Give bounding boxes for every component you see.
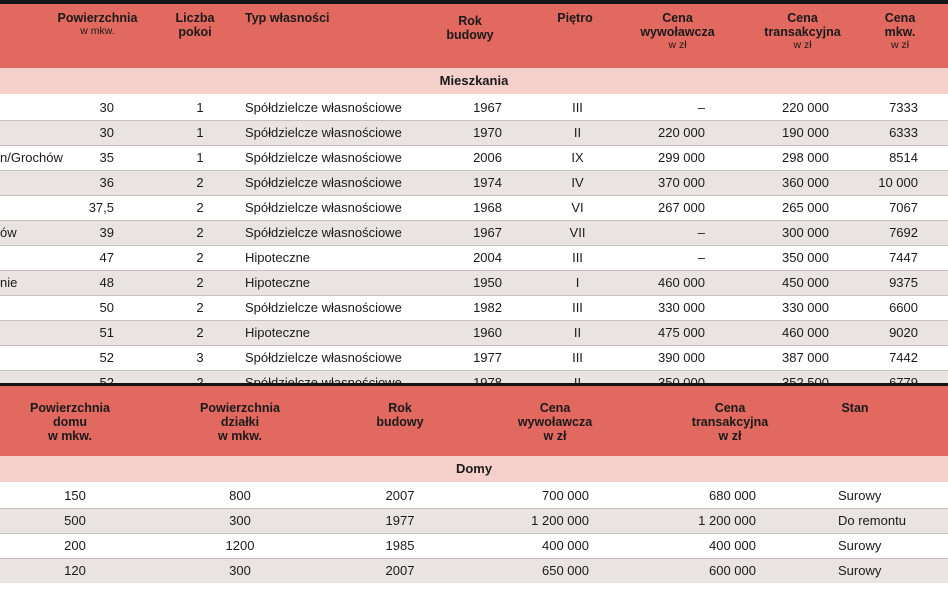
cell-asking-price: 475 000 bbox=[658, 325, 705, 340]
cell-price-per-sqm: 6333 bbox=[889, 125, 918, 140]
table-row bbox=[0, 484, 948, 509]
section-label-flats: Mieszkania bbox=[0, 68, 948, 94]
cell-ownership: Hipoteczne bbox=[245, 250, 311, 265]
cell-rooms: 1 bbox=[196, 150, 204, 165]
cell-area: 36 bbox=[99, 175, 114, 190]
col-header-floor: Piętro bbox=[557, 11, 593, 25]
cell-condition: Do remontu bbox=[838, 513, 906, 528]
cell-price-per-sqm: 7692 bbox=[889, 225, 918, 240]
cell-year: 2007 bbox=[385, 563, 415, 578]
cell-transaction-price: 220 000 bbox=[782, 100, 829, 115]
col-header-condition: Stan bbox=[841, 401, 869, 415]
cell-price-per-sqm: 7067 bbox=[889, 200, 918, 215]
cell-floor: I bbox=[575, 275, 580, 290]
cell-floor: IX bbox=[571, 150, 584, 165]
cell-price-per-sqm: 9020 bbox=[889, 325, 918, 340]
cell-asking-price: 650 000 bbox=[542, 563, 589, 578]
table-row bbox=[0, 321, 948, 346]
cell-plot-area: 800 bbox=[229, 488, 251, 503]
cell-asking-price: 330 000 bbox=[658, 300, 705, 315]
cell-house-area: 120 bbox=[64, 563, 86, 578]
cell-transaction-price: 360 000 bbox=[782, 175, 829, 190]
col-header-house-year: Rok budowy bbox=[376, 401, 424, 429]
cell-floor: VII bbox=[569, 225, 586, 240]
cell-rooms: 2 bbox=[196, 225, 204, 240]
cell-year: 1977 bbox=[385, 513, 415, 528]
col-header-house-transaction-price: Cena transakcyjna w zł bbox=[691, 401, 769, 443]
houses-table-header bbox=[0, 386, 948, 456]
cell-rooms: 2 bbox=[196, 250, 204, 265]
cell-ownership: Hipoteczne bbox=[245, 325, 311, 340]
cell-price-per-sqm: 7447 bbox=[889, 250, 918, 265]
cell-ownership: Spółdzielcze własnościowe bbox=[245, 125, 402, 140]
cell-condition: Surowy bbox=[838, 538, 882, 553]
cell-floor: III bbox=[572, 300, 583, 315]
cell-area: 50 bbox=[99, 300, 114, 315]
cell-price-per-sqm: 8514 bbox=[889, 150, 918, 165]
cell-year: 1950 bbox=[473, 275, 502, 290]
cell-area: 39 bbox=[99, 225, 114, 240]
cell-price-per-sqm: 6600 bbox=[889, 300, 918, 315]
cell-ownership: Spółdzielcze własnościowe bbox=[245, 300, 402, 315]
cell-plot-area: 1200 bbox=[225, 538, 255, 553]
cell-price-per-sqm: 9375 bbox=[889, 275, 918, 290]
cell-year: 1960 bbox=[473, 325, 502, 340]
table-row bbox=[0, 121, 948, 146]
section-label-houses: Domy bbox=[0, 456, 948, 482]
cell-ownership: Spółdzielcze własnościowe bbox=[245, 100, 402, 115]
col-header-price-per-sqm: Cena mkw. w zł bbox=[884, 11, 916, 51]
col-header-house-asking-price: Cena wywoławcza w zł bbox=[517, 401, 593, 443]
cell-asking-price: 400 000 bbox=[542, 538, 589, 553]
cell-ownership: Spółdzielcze własnościowe bbox=[245, 175, 402, 190]
table-row bbox=[0, 271, 948, 296]
table-row bbox=[0, 196, 948, 221]
cell-floor: VI bbox=[571, 200, 584, 215]
cell-ownership: Spółdzielcze własnościowe bbox=[245, 200, 402, 215]
flats-table-header bbox=[0, 4, 948, 68]
cell-rooms: 2 bbox=[196, 200, 204, 215]
cell-rooms: 1 bbox=[196, 100, 204, 115]
cell-area: 35 bbox=[99, 150, 114, 165]
cell-floor: II bbox=[573, 125, 582, 140]
col-header-house-area: Powierzchnia domu w mkw. bbox=[30, 401, 110, 443]
cell-year: 1967 bbox=[473, 225, 502, 240]
cell-ownership: Hipoteczne bbox=[245, 275, 311, 290]
col-header-asking-price: Cena wywoławcza w zł bbox=[640, 11, 715, 51]
cell-asking-price: 299 000 bbox=[658, 150, 705, 165]
cell-year: 1974 bbox=[473, 175, 502, 190]
cell-transaction-price: 450 000 bbox=[782, 275, 829, 290]
cell-area: 47 bbox=[99, 250, 114, 265]
cell-house-area: 500 bbox=[64, 513, 86, 528]
cell-transaction-price: 300 000 bbox=[782, 225, 829, 240]
cell-year: 2006 bbox=[473, 150, 502, 165]
houses-table-body bbox=[0, 484, 948, 583]
cell-asking-price: – bbox=[697, 100, 705, 115]
cell-year: 2007 bbox=[385, 488, 415, 503]
table-row bbox=[0, 509, 948, 534]
cell-area: 30 bbox=[99, 125, 114, 140]
cell-floor: IV bbox=[571, 175, 584, 190]
col-header-transaction-price: Cena transakcyjna w zł bbox=[764, 11, 841, 51]
flats-table-body bbox=[0, 96, 948, 395]
cell-asking-price: 220 000 bbox=[658, 125, 705, 140]
cell-transaction-price: 387 000 bbox=[782, 350, 829, 365]
cell-asking-price: 390 000 bbox=[658, 350, 705, 365]
cell-year: 1985 bbox=[385, 538, 415, 553]
col-header-ownership: Typ własności bbox=[245, 11, 330, 25]
cell-transaction-price: 298 000 bbox=[782, 150, 829, 165]
table-row bbox=[0, 296, 948, 321]
cell-transaction-price: 350 000 bbox=[782, 250, 829, 265]
cell-price-per-sqm: 7442 bbox=[889, 350, 918, 365]
cell-location: nie bbox=[0, 275, 18, 290]
cell-area: 52 bbox=[99, 350, 114, 365]
table-row bbox=[0, 346, 948, 371]
cell-year: 2004 bbox=[473, 250, 502, 265]
cell-ownership: Spółdzielcze własnościowe bbox=[245, 350, 402, 365]
cell-transaction-price: 190 000 bbox=[782, 125, 829, 140]
cell-price-per-sqm: 10 000 bbox=[878, 175, 918, 190]
col-header-rooms: Liczba pokoi bbox=[175, 11, 215, 39]
table-row bbox=[0, 96, 948, 121]
cell-area: 51 bbox=[99, 325, 114, 340]
cell-year: 1977 bbox=[473, 350, 502, 365]
cell-rooms: 2 bbox=[196, 300, 204, 315]
col-header-plot-area: Powierzchnia działki w mkw. bbox=[200, 401, 280, 443]
col-header-year: Rok budowy bbox=[446, 14, 494, 42]
cell-asking-price: – bbox=[697, 250, 705, 265]
cell-year: 1970 bbox=[473, 125, 502, 140]
cell-asking-price: 267 000 bbox=[658, 200, 705, 215]
cell-transaction-price: 1 200 000 bbox=[698, 513, 756, 528]
cell-area: 37,5 bbox=[88, 200, 114, 215]
table-row bbox=[0, 221, 948, 246]
cell-rooms: 2 bbox=[196, 175, 204, 190]
col-header-area: Powierzchnia w mkw. bbox=[57, 11, 138, 37]
cell-floor: II bbox=[573, 325, 582, 340]
cell-area: 30 bbox=[99, 100, 114, 115]
table-row bbox=[0, 559, 948, 583]
cell-ownership: Spółdzielcze własnościowe bbox=[245, 150, 402, 165]
cell-transaction-price: 330 000 bbox=[782, 300, 829, 315]
cell-condition: Surowy bbox=[838, 488, 882, 503]
cell-asking-price: 1 200 000 bbox=[531, 513, 589, 528]
cell-year: 1968 bbox=[473, 200, 502, 215]
cell-floor: III bbox=[572, 350, 583, 365]
cell-transaction-price: 680 000 bbox=[709, 488, 756, 503]
cell-plot-area: 300 bbox=[229, 563, 251, 578]
cell-location: ów bbox=[0, 225, 17, 240]
cell-asking-price: 460 000 bbox=[658, 275, 705, 290]
cell-rooms: 2 bbox=[196, 275, 204, 290]
cell-asking-price: 700 000 bbox=[542, 488, 589, 503]
table-row bbox=[0, 534, 948, 559]
cell-condition: Surowy bbox=[838, 563, 882, 578]
cell-transaction-price: 400 000 bbox=[709, 538, 756, 553]
cell-year: 1982 bbox=[473, 300, 502, 315]
cell-year: 1967 bbox=[473, 100, 502, 115]
cell-price-per-sqm: 7333 bbox=[889, 100, 918, 115]
table-row bbox=[0, 146, 948, 171]
cell-asking-price: – bbox=[697, 225, 705, 240]
cell-plot-area: 300 bbox=[229, 513, 251, 528]
cell-location: n/Grochów bbox=[0, 150, 63, 165]
cell-ownership: Spółdzielcze własnościowe bbox=[245, 225, 402, 240]
cell-asking-price: 370 000 bbox=[658, 175, 705, 190]
cell-rooms: 3 bbox=[196, 350, 204, 365]
cell-floor: III bbox=[572, 100, 583, 115]
cell-transaction-price: 460 000 bbox=[782, 325, 829, 340]
cell-rooms: 2 bbox=[196, 325, 204, 340]
cell-house-area: 200 bbox=[64, 538, 86, 553]
cell-transaction-price: 265 000 bbox=[782, 200, 829, 215]
cell-rooms: 1 bbox=[196, 125, 204, 140]
cell-area: 48 bbox=[99, 275, 114, 290]
table-row bbox=[0, 171, 948, 196]
cell-floor: III bbox=[572, 250, 583, 265]
cell-house-area: 150 bbox=[64, 488, 86, 503]
cell-transaction-price: 600 000 bbox=[709, 563, 756, 578]
table-row bbox=[0, 246, 948, 271]
